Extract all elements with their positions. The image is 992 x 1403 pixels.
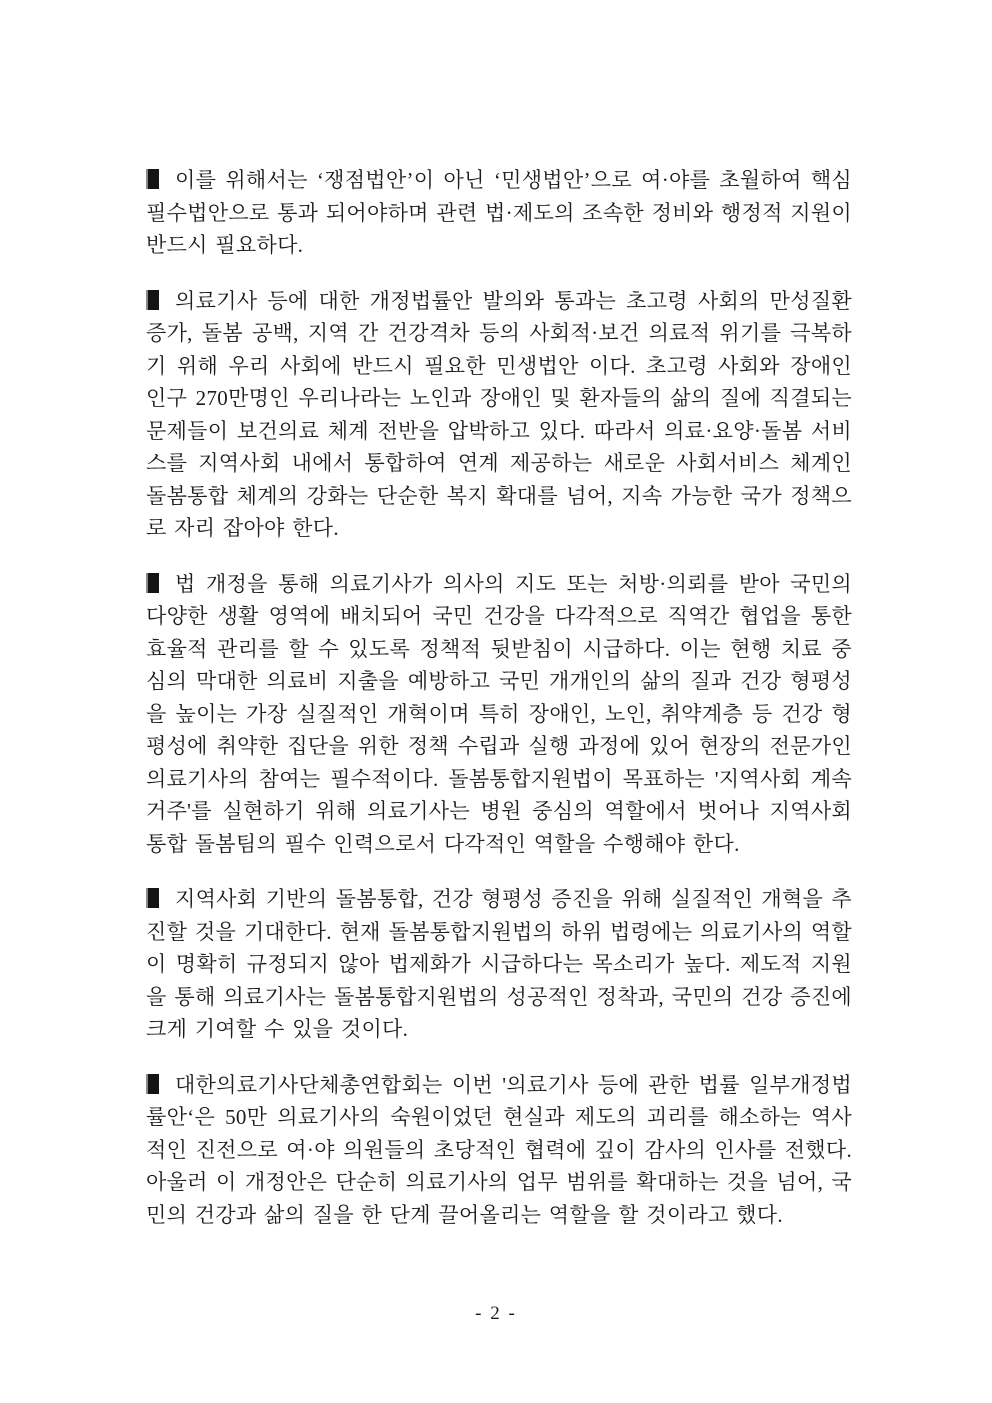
paragraph-bullet-icon (146, 290, 159, 310)
paragraph-text: 의료기사 등에 대한 개정법률안 발의와 통과는 초고령 사회의 만성질환 증가, 돌봄 공백, 지역 간 건강격차 등의 사회적·보건 의료적 위기를 극복하기 위해 우리 사회에 반드시 필요한 민생법안 이다. 초고령 사회와 장애인 인구 270만명인 우리나라는 노인과 장애인 및 환자들의 삶의 질에 직결되는 문제들이 보건의료 체계 전반을 압박하고 있다. 따라서 의료·요양·돌봄 서비스를 지역사회 내에서 통합하여 연계 제공하는 새로운 사회서비스 체계인 돌봄통합 체계의 강화는 단순한 복지 확대를 넘어, 지속 가능한 국가 정책으로 자리 잡아야 한다. (146, 288, 852, 540)
paragraph-bullet-icon (146, 1074, 159, 1094)
paragraph-text: 법 개정을 통해 의료기사가 의사의 지도 또는 처방·의뢰를 받아 국민의 다양한 생활 영역에 배치되어 국민 건강을 다각적으로 직역간 협업을 통한 효율적 관리를 할 수 있도록 정책적 뒷받침이 시급하다. 이는 현행 치료 중심의 막대한 의료비 지출을 예방하고 국민 개개인의 삶의 질과 건강 형평성을 높이는 가장 실질적인 개혁이며 특히 장애인, 노인, 취약계층 등 건강 형평성에 취약한 집단을 위한 정책 수립과 실행 과정에 있어 현장의 전문가인 의료기사의 참여는 필수적이다. 돌봄통합지원법이 목표하는 '지역사회 계속 거주'를 실현하기 위해 의료기사는 병원 중심의 역할에서 벗어나 지역사회 통합 돌봄팀의 필수 인력으로서 다각적인 역할을 수행해야 한다. (146, 571, 852, 856)
paragraph-text: 지역사회 기반의 돌봄통합, 건강 형평성 증진을 위해 실질적인 개혁을 추진할 것을 기대한다. 현재 돌봄통합지원법의 하위 법령에는 의료기사의 역할이 명확히 규정되지 않아 법제화가 시급하다는 목소리가 높다. 제도적 지원을 통해 의료기사는 돌봄통합지원법의 성공적인 정착과, 국민의 건강 증진에 크게 기여할 수 있을 것이다. (146, 887, 852, 1041)
paragraph (146, 568, 852, 861)
paragraph (146, 883, 852, 1046)
paragraph (146, 285, 852, 545)
paragraph (146, 164, 852, 262)
paragraph-bullet-icon (146, 888, 159, 908)
paragraph-bullet-icon (146, 169, 159, 189)
paragraph-bullet-icon (146, 573, 159, 593)
paragraph-text: 이를 위해서는 ‘쟁점법안’이 아닌 ‘민생법안’으로 여·야를 초월하여 핵심 필수법안으로 통과 되어야하며 관련 법·제도의 조속한 정비와 행정적 지원이 반드시 필요하다. (146, 168, 852, 257)
page-number: - 2 - (475, 1303, 517, 1324)
paragraph (146, 1069, 852, 1232)
paragraph-text: 대한의료기사단체총연합회는 이번 '의료기사 등에 관한 법률 일부개정법률안‘은 50만 의료기사의 숙원이었던 현실과 제도의 괴리를 해소하는 역사적인 진전으로 여·야 의원들의 초당적인 협력에 깊이 감사의 인사를 전했다. 아울러 이 개정안은 단순히 의료기사의 업무 범위를 확대하는 것을 넘어, 국민의 건강과 삶의 질을 한 단계 끌어올리는 역할을 할 것이라고 했다. (146, 1072, 852, 1227)
